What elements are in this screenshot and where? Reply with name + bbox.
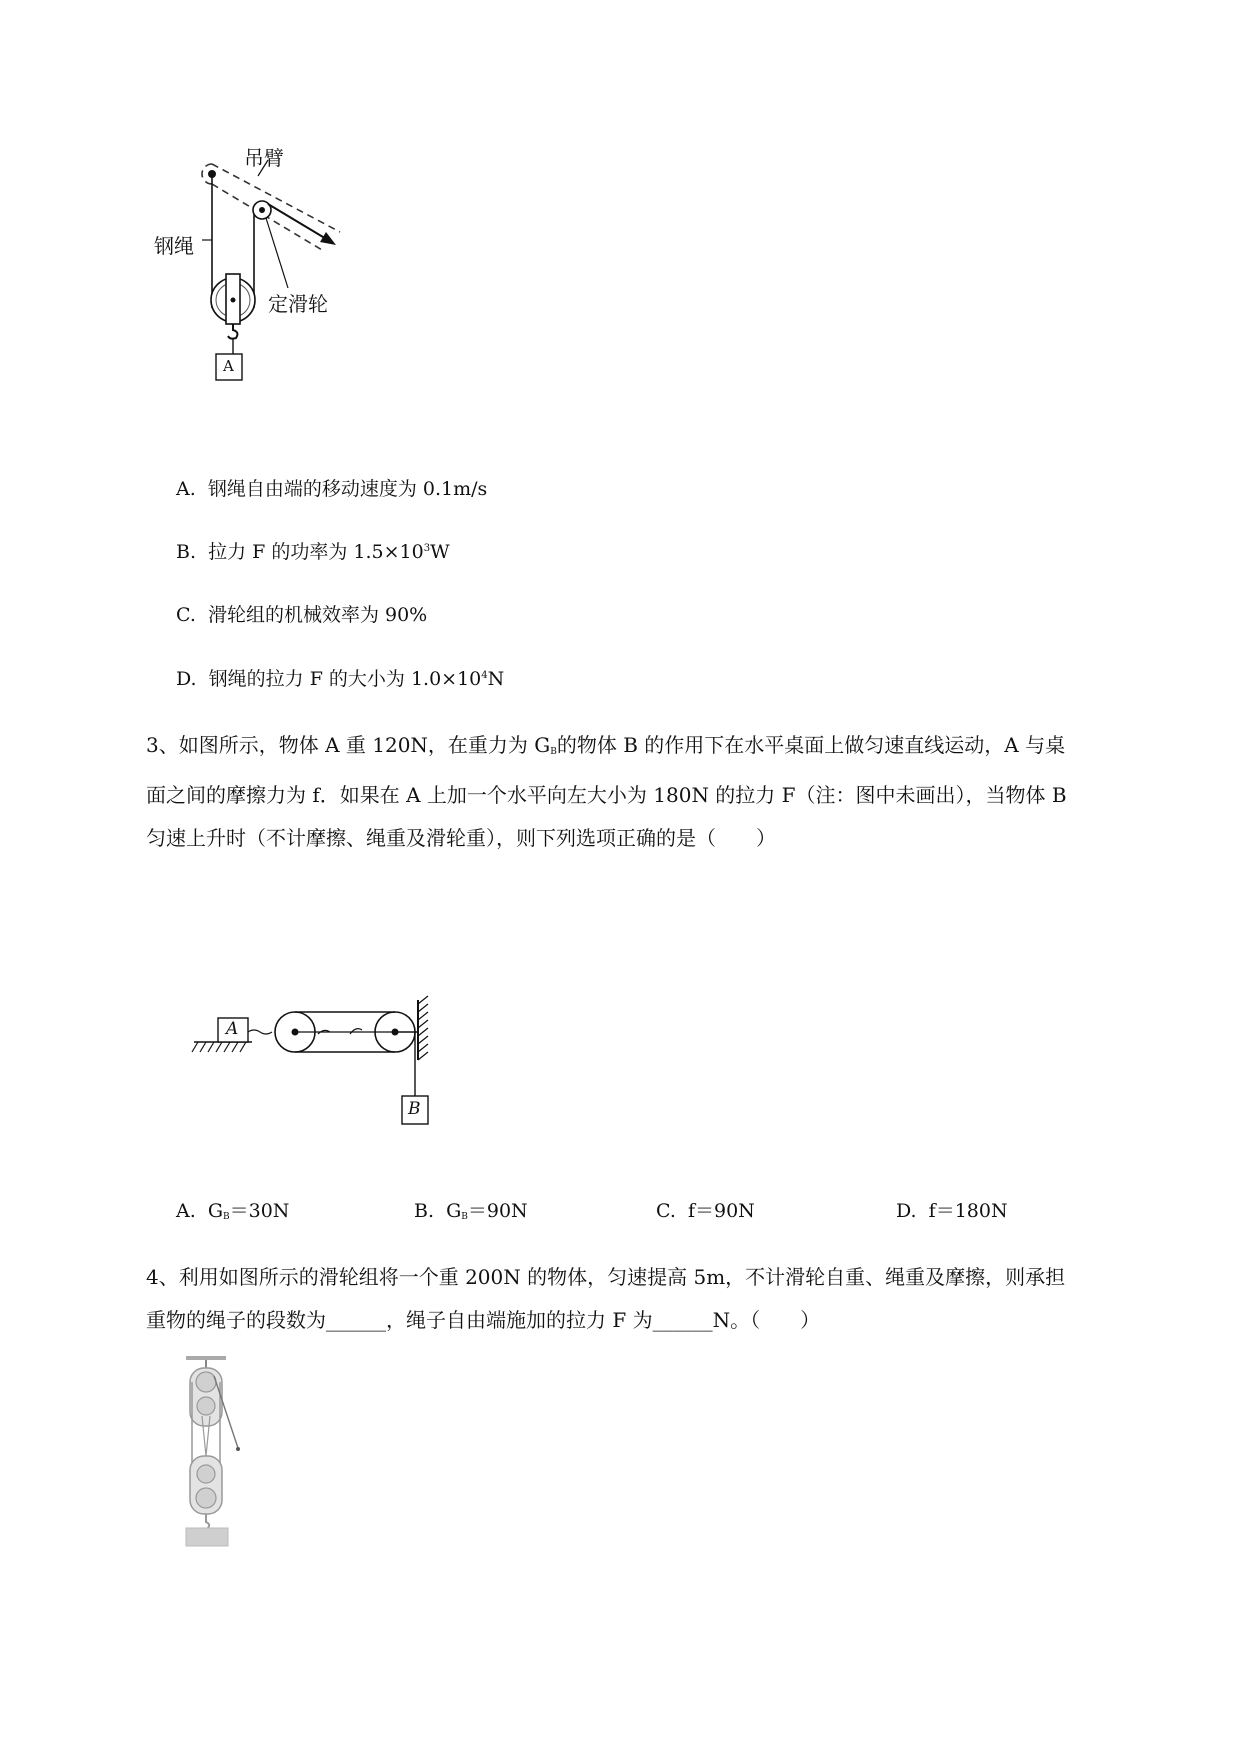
q3-option-d[interactable] [896, 1196, 1008, 1223]
option-text: f＝90N [687, 1200, 755, 1222]
q2-option-b[interactable] [176, 537, 450, 564]
q2-option-d[interactable] [176, 664, 504, 691]
option-text: f＝180N [928, 1200, 1008, 1222]
question-3 [146, 726, 1156, 857]
block-b-label: B [408, 1099, 421, 1119]
q2-option-c[interactable] [176, 600, 427, 627]
block-tackle-figure [180, 1356, 260, 1546]
question-4-line-2: 重物的绳子的段数为______，绳子自由端施加的拉力 F 为______N。（ ） [146, 1308, 821, 1332]
block-a-label: A [223, 357, 234, 375]
option-letter: A. [176, 1200, 196, 1222]
question-3-line-1: 3、如图所示，物体 A 重 120N，在重力为 $G_B$的物体 B 的作用下在水平桌面上做匀速直线运动，A 与桌 [146, 733, 1066, 757]
option-letter: C. [656, 1200, 676, 1222]
option-letter: B. [414, 1200, 435, 1222]
fixed-pulley-label: 定滑轮 [268, 292, 328, 316]
question-4 [146, 1258, 1156, 1339]
question-4-line-1: 4、利用如图所示的滑轮组将一个重 200N 的物体，匀速提高 5m，不计滑轮自重、绳重及摩擦，则承担 [146, 1265, 1066, 1289]
block-a-label: A [226, 1019, 239, 1039]
q3-option-a[interactable] [176, 1196, 289, 1223]
q3-option-b[interactable] [414, 1196, 528, 1223]
crane-figure [150, 140, 400, 430]
block-tackle-diagram [180, 1356, 260, 1546]
option-letter: C. [176, 604, 196, 626]
option-text: $G_B=30N$ [207, 1200, 290, 1222]
question-3-line-2: 面之间的摩擦力为 f．如果在 A 上加一个水平向左大小为 180N 的拉力 F（注：图中未画出），当物体 B [146, 783, 1067, 807]
option-text: 钢绳的拉力 F 的大小为 $1.0\times 10^4N$ [208, 668, 505, 690]
option-text: 拉力 F 的功率为 $1.5\times 10^3W$ [208, 541, 450, 563]
q2-option-a[interactable] [176, 474, 487, 501]
pulley-table-figure [190, 1000, 450, 1150]
q3-option-c[interactable] [656, 1196, 755, 1223]
option-letter: A. [176, 478, 196, 500]
question-3-line-3: 匀速上升时（不计摩擦、绳重及滑轮重），则下列选项正确的是（ ） [146, 826, 776, 850]
option-letter: D. [896, 1200, 917, 1222]
option-text: 滑轮组的机械效率为 90% [207, 604, 428, 626]
option-text: 钢绳自由端的移动速度为 0.1m/s [207, 478, 488, 500]
boom-label: 吊臂 [244, 146, 284, 170]
option-text: $G_B=90N$ [446, 1200, 528, 1222]
crane-diagram [150, 140, 400, 430]
option-letter: D. [176, 668, 197, 690]
rope-label: 钢绳 [154, 234, 194, 258]
option-letter: B. [176, 541, 197, 563]
